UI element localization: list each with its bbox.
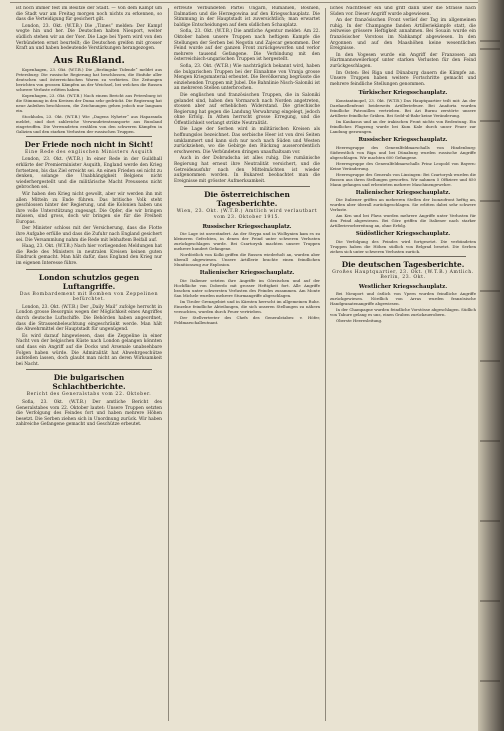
heading-russischer-kriegsschauplatz: Russischer Kriegsschauplatz. <box>358 136 448 143</box>
bleed-line <box>480 360 500 362</box>
col1-s4-p1: Sofia, 23. Okt. (W.T.B.) Der amtliche Bericht des Generalstabes vom 22. Oktober lautet: Unsere Truppen setzten die Verfolgung des Feindes fort und haben mehrere Höhen besetzt. Die Serben ziehen sich in Unordnung zurück. Wir haben zahlreiche Gefangene gemacht und Geschütze erbeutet. <box>16 399 162 428</box>
col3-s2-p2: Im Kaukasus und an der irakischen Front nichts von Bedeutung. Ein feindliches Flugzeug wurde bei Kum Kale durch unser Feuer zur Landung gezwungen. <box>330 118 476 134</box>
col3-s3-p3: Heeresgruppe des Generals von Linsingen: Bei Czartorysk wurden die Russen aus ihren Stellungen geworfen. Wir nahmen 5 Offiziere und 850 Mann gefangen und erbeuteten mehrere Maschinengewehre. <box>330 171 476 187</box>
column-1 <box>16 6 162 723</box>
col2-s3-p1: Die Italiener setzten ihre Angriffe im Görzischen und auf der Hochfläche von Doberdo mit grosser Heftigkeit fort. Alle Angriffe brachen unter schwersten Verlusten des Feindes zusammen. Am Monte San Michele wurden mehrere Sturmangriffe abgeschlagen. <box>174 277 320 298</box>
column-3 <box>330 6 476 723</box>
col3-s5-p1: Die Verfolgung des Feindes wird fortgesetzt. Die verbündeten Truppen haben die Höhen südlich von Belgrad besetzt. Die Serben ziehen sich unter schweren Verlusten zurück. <box>330 238 476 254</box>
label-italienischer-kriegsschauplatz: Italienischer Kriegsschauplatz. <box>199 270 295 277</box>
divider <box>26 136 152 137</box>
heading-oesterreichische-tagesberichte: Die österreichischen Tagesberichte. <box>204 190 290 209</box>
bleed-line <box>480 440 500 442</box>
col2-s1-p1: erfreute Verbündeten Partei Ungarn, Rumänien, Bosnien, Dalmatien und die Herzegowina auf den Kriegsschauplatz. Die Stimmung in der Hauptstadt ist zuversichtlich; man erwartet baldige Entscheidungen auf dem südlichen Schauplatz. <box>174 6 320 28</box>
col2-s1-p3: Sofia, 23. Okt. (W.T.B.) Wie nachträglich bekannt wird, haben die bulgarischen Truppen bei der Einnahme von Vranja grosse Mengen Kriegsmaterial erbeutet. Die Bevölkerung begrüsste die einziehenden Truppen mit Jubel. Die Bahnlinie Nisch–Saloniki ist an mehreren Stellen unterbrochen. <box>174 63 320 92</box>
subheading-bulgarisch: Bericht des Generalstabs vom 22. Oktober. <box>26 392 152 398</box>
bleed-line <box>480 290 500 292</box>
subheading-wien: Wien, 23. Okt. (W.T.B.) Amtlich wird verlautbart vom 23. Oktober 1915. <box>176 209 318 220</box>
col1-intro-p2: London, 23. Okt. (W.T.B.) Die „Times“ melden: Der Kampf wogte hin und her. Die Deutschen halten Nieuport, weiter südlich stehen wir an der Yser. Die Lage bei Ypern wird von den Verbündeten ernst beurteilt; die Deutschen greifen mit grosser Kraft an und haben bedeutende Verstärkungen herangezogen. <box>16 23 162 52</box>
label-westlicher-kriegsschauplatz: Westlicher Kriegsschauplatz. <box>358 283 448 290</box>
heading-aus-russland: Aus Rußland. <box>53 54 125 66</box>
col2-s2-p1: Die Lage ist unverändert. An der Strypa und in Wolhynien kam es zu kleineren Gefechten, in denen der Feind unter schweren Verlusten zurückgeschlagen wurde. Bei Czartorysk machten unsere Truppen mehrere hundert Gefangene. <box>174 231 320 252</box>
top-rule <box>10 2 478 3</box>
col2-s1-p4: Die englischen und französischen Truppen, die in Saloniki gelandet sind, haben den Vormarsch nach Norden angetreten, stossen aber auf erheblichen Widerstand. Die griechische Regierung hat gegen die Landung Verwahrung eingelegt, jedoch ohne Erfolg. In Athen herrscht grosse Erregung, und die Öffentlichkeit verlangt strikte Neutralität. <box>174 92 320 126</box>
col1-s1-p2: Kopenhagen, 23. Okt. (W.T.B.) Nach einem Bericht aus Petersburg ist die Stimmung in den Kreisen der Duma sehr gedrückt. Die Regierung hat neue Anleihen beschlossen, die Zeichnungen gehen jedoch nur langsam ein. <box>16 92 162 113</box>
col1-s2-p4: Haag, 23. Okt. (W.T.B.) Nach hier vorliegenden Meldungen hat die Rede des Ministers in neutralen Kreisen keinen guten Eindruck gemacht. Man hält dafür, dass England den Krieg nur im eigenen Interesse führe. <box>16 244 162 267</box>
heading-deutsche-tagesberichte: Die deutschen Tagesberichte. <box>341 259 465 269</box>
column-2 <box>174 6 320 723</box>
col3-s6-p1: Bei Nieuport und östlich von Ypern wurden feindliche Angriffe zurückgewiesen. Nördlich von Arras wurden französische Handgranatenangriffe abgewiesen. <box>330 291 476 307</box>
col2-s1-p5: Die Lage der Serben wird in militärischen Kreisen als hoffnungslos bezeichnet. Das serbische Heer ist von drei Seiten umklammert und kann sich nur noch nach Süden und Westen zurückziehen, wo die Gebirge den Rückzug ausserordentlich erschweren. Die Verbündeten dringen unaufhaltsam vor. <box>174 127 320 155</box>
col1-s3-p1: London, 23. Okt. (W.T.B.) Der „Daily Mail“ zufolge herrscht in London grosse Besorgnis wegen der Möglichkeit eines Angriffes durch deutsche Luftschiffe. Die Behörden haben angeordnet, dass die Strassenbeleuchtung eingeschränkt werde. Man hält die Abwehrmittel der Hauptstadt für ungenügend. <box>16 304 162 333</box>
bleed-line <box>480 200 500 202</box>
divider <box>26 369 152 370</box>
subheading-london: Das Bombardement mit Bomben von Zeppelinen befürchtet. <box>19 291 159 303</box>
col3-s1-p4: Im Osten: Bei Riga und Dünaburg dauern die Kämpfe an. Unsere Truppen haben weitere Fortschritte gemacht und mehrere feindliche Stellungen genommen. <box>330 70 476 87</box>
col1-s1-p1: Kopenhagen, 23. Okt. (W.T.B.) Die „Berlingske Tidende“ meldet aus Petersburg: Die russische Regierung hat beschlossen, die Einfuhr aller deutschen und österreichischen Waren zu verbieten. Die Zeitungen berichten von grossen Kämpfen an der Weichsel, bei welchen die Russen schwere Verluste erlitten haben. <box>16 66 162 92</box>
col3-s4-p2: Am Krn und bei Plava wurden mehrere Angriffe unter Verlusten für den Feind abgewiesen. Bei Görz griffen die Italiener nach starker Artillerievorbereitung an, ohne Erfolg. <box>330 213 476 229</box>
col3-s1-p1: liches Nachtfeuer ein und griff dann über die Strasse nach Süden vor. Dieser Angriff wurde abgewiesen. <box>330 6 476 17</box>
col3-s4-p1: Die Italiener griffen an mehreren Stellen der Isonzofront heftig an, wurden aber überall zurückgeschlagen. Sie erlitten dabei sehr schwere Verluste. <box>330 197 476 213</box>
col2-s3-p2: Im Tiroler Grenzgebiet und in Kärnten herrscht im allgemeinen Ruhe. Einzelne feindliche Abteilungen, die sich unseren Stellungen zu nähern versuchten, wurden durch Feuer vertrieben. <box>174 298 320 314</box>
divider <box>26 269 152 270</box>
column-rule-2 <box>325 8 326 721</box>
col2-s1-p2: Sofia, 23. Okt. (W.T.B.) Die amtliche Agentur meldet: Am 22. Oktober haben unsere Truppen nach heftigem Kampfe die Stellungen der Serben bei Negotin und Zajecar genommen. Der Feind wurde auf der ganzen Front zurückgeworfen und verlor mehrere tausend Gefangene. Die Verbindung mit den österreichisch-ungarischen Truppen ist hergestellt. <box>174 29 320 63</box>
page-gutter-edge <box>478 0 504 731</box>
subheading-friede: Eine Rede des englischen Ministers Asquith <box>25 149 153 155</box>
col3-s3-p2: Heeresgruppe des Generalfeldmarschalls Prinz Leopold von Bayern: Keine Veränderung. <box>330 160 476 171</box>
col1-s2-p3: Der Minister schloss mit der Versicherung, dass die Flotte ihre Aufgabe erfülle und dass die Zufuhr nach England gesichert sei. Die Versammlung nahm die Rede mit lebhaftem Beifall auf. <box>16 226 162 243</box>
bleed-line <box>480 48 500 50</box>
heading-tuerkischer-kriegsschauplatz: Türkischer Kriegsschauplatz. <box>358 90 448 97</box>
col3-s1-p3: In den Vogesen wurde ein Angriff der Franzosen am Hartmannsweilerkopf unter starken Verlusten für den Feind zurückgeschlagen. <box>330 52 476 69</box>
col1-intro-p1: ist noch immer fest im Besitze der Stadt. — Von dem Kampf um die Stadt war am Freitag morgen noch nichts zu erkennen, so dass die Verteidigung für gesichert gilt. <box>16 6 162 23</box>
subheading-hauptquartier: Großes Hauptquartier, 23. Okt. (W.T.B.) Amtlich. Berlin, 23. Okt. <box>332 269 474 281</box>
heading-friede: Der Friede noch nicht in Sicht! <box>24 139 154 149</box>
divider <box>340 256 466 257</box>
col1-s2-p1: London, 23. Okt. (W.T.B.) In einer Rede in der Guildhall erklärte der Premierminister Asquith, England werde den Krieg fortsetzen, bis das Ziel erreicht sei. An einen Frieden sei nicht zu denken, solange die Unabhängigkeit Belgiens nicht wiederhergestellt und die militärische Macht Preussens nicht gebrochen sei. <box>16 157 162 191</box>
col1-s1-p3: Stockholm, 23. Okt. (W.T.B.) Wie „Dagens Nyheter“ aus Haparanda meldet, sind dort zahlreiche Verwundetentransporte aus Russland eingetroffen. Die Verwundeten erzählen von den schweren Kämpfen in Galizien und den starken Verlusten der russischen Truppen. <box>16 113 162 134</box>
col1-s3-p2: Es wird darauf hingewiesen, dass die Zeppeline in einer Nacht von der belgischen Küste nach London gelangen könnten und dass ein Angriff auf die Docks und Arsenale unabsehbare Folgen haben würde. Die Admiralität hat Abwehrgeschütze aufstellen lassen, doch glaubt man nicht an deren Wirksamkeit bei Nacht. <box>16 333 162 367</box>
col3-s1-p2: An der französischen Front verlief der Tag im allgemeinen ruhig. In der Champagne fanden Artilleriekämpfe statt, die zeitweise grössere Heftigkeit annahmen. Bei Souain wurde ein französischer Vorstoss im Nahkampf abgewiesen. In den Argonnen und auf den Maashöhen keine wesentlichen Ereignisse. <box>330 18 476 52</box>
heading-bulgarische-schlachtberichte: Die bulgarischen Schlachtberichte. <box>52 373 126 392</box>
bleed-line <box>480 600 500 602</box>
col2-s1-p6: Auch in der Dobrudscha ist alles ruhig. Die rumänische Regierung hat erneut ihre Neutralität versichert, und die Getreideausfuhr nach den Mittelmächten ist wieder aufgenommen worden. In Bukarest beobachtet man die Ereignisse mit grösster Aufmerksamkeit. <box>174 156 320 184</box>
bleed-line <box>480 520 500 522</box>
col3-s6-p3: Oberste Heeresleitung. <box>336 318 383 324</box>
bleed-line <box>480 40 500 42</box>
col2-s3-p3: Der Stellvertreter des Chefs des Generalstabes: v. Höfer, Feldmarschalleutnant. <box>174 314 320 325</box>
heading-italienischer-kriegsschauplatz: Italienischer Kriegsschauplatz. <box>355 189 451 196</box>
col3-s3-p1: Heeresgruppe des Generalfeldmarschalls von Hindenburg: Südwestlich von Riga und bei Dünaburg wurden russische Angriffe abgeschlagen. Wir machten 600 Gefangene. <box>330 144 476 160</box>
divider <box>184 186 310 187</box>
bleed-line <box>480 120 500 122</box>
col1-s2-p2: Wir haben den Krieg nicht gewollt, aber wir werden ihn mit allen Mitteln zu Ende führen. Das britische Volk steht geschlossen hinter der Regierung, und die Kolonien haben uns ihre volle Unterstützung zugesagt. Die Opfer, die wir bringen müssen, sind gross, doch wir bringen sie für die Freiheit Europas. <box>16 191 162 225</box>
column-rule-1 <box>168 8 169 721</box>
col2-s2-p2: Nordöstlich von Kolki griffen die Russen wiederholt an, wurden aber überall abgewiesen. Unsere Artillerie brachte einen feindlichen Munitionszug zur Explosion. <box>174 252 320 268</box>
col3-s2-p1: Konstantinopel, 23. Okt. (W.T.B.) Das Hauptquartier teilt mit: An der Dardanellenfront beiderseits Artilleriefeuer. Bei Anaforta wurden feindliche Patrouillen vertrieben. Bei Ari Burnu zerstörte unsere Artillerie feindliche Gräben. Bei Sedd-ul-Bahr keine Veränderung. <box>330 97 476 118</box>
heading-london-luftangriffe: London schutzlos gegen Luftangriffe. <box>38 272 140 291</box>
bleed-line <box>480 680 500 682</box>
heading-suedoestlicher-kriegsschauplatz: Südöstlicher Kriegsschauplatz. <box>355 231 451 238</box>
label-russischer-kriegsschauplatz: Russischer Kriegsschauplatz. <box>202 223 292 230</box>
col3-s6-p2: In der Champagne wurden feindliche Vorstösse abgeschlagen. Südlich von Tahure gelang es uns, einen Graben zurückzuerobern. <box>330 307 476 318</box>
